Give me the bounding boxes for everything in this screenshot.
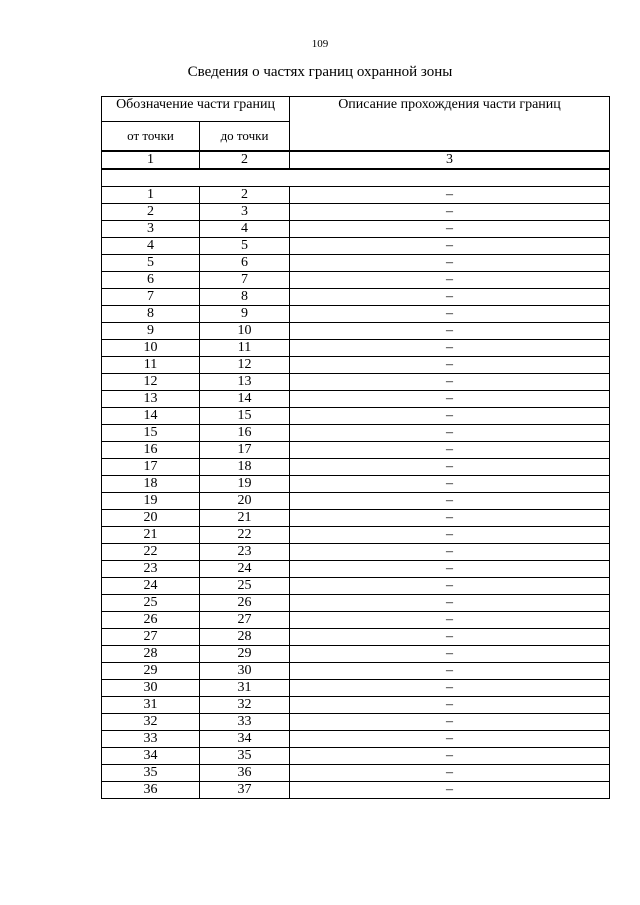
cell-description: – xyxy=(290,646,610,663)
cell-from-point: 2 xyxy=(102,204,200,221)
cell-to-point: 3 xyxy=(200,204,290,221)
table-row xyxy=(102,714,610,731)
cell-from-point: 32 xyxy=(102,714,200,731)
table-row xyxy=(102,646,610,663)
table-row xyxy=(102,204,610,221)
cell-description: – xyxy=(290,561,610,578)
table-row xyxy=(102,255,610,272)
cell-from-point: 8 xyxy=(102,306,200,323)
cell-to-point: 29 xyxy=(200,646,290,663)
table-row xyxy=(102,374,610,391)
cell-from-point: 1 xyxy=(102,187,200,204)
table-row xyxy=(102,238,610,255)
cell-to-point: 31 xyxy=(200,680,290,697)
cell-from-point: 12 xyxy=(102,374,200,391)
table-row xyxy=(102,612,610,629)
table-body xyxy=(102,151,610,799)
cell-from-point: 35 xyxy=(102,765,200,782)
cell-description: – xyxy=(290,748,610,765)
table-row xyxy=(102,663,610,680)
cell-to-point: 30 xyxy=(200,663,290,680)
cell-description: – xyxy=(290,731,610,748)
cell-from-point: 30 xyxy=(102,680,200,697)
cell-description: – xyxy=(290,765,610,782)
cell-to-point: 2 xyxy=(200,187,290,204)
blank-cell xyxy=(102,169,610,187)
cell-description: – xyxy=(290,391,610,408)
table-row xyxy=(102,272,610,289)
cell-description: – xyxy=(290,323,610,340)
cell-description: – xyxy=(290,459,610,476)
table-row xyxy=(102,289,610,306)
cell-from-point: 33 xyxy=(102,731,200,748)
cell-description: – xyxy=(290,221,610,238)
table-row xyxy=(102,748,610,765)
table-row xyxy=(102,357,610,374)
table-row xyxy=(102,493,610,510)
cell-to-point: 4 xyxy=(200,221,290,238)
cell-from-point: 28 xyxy=(102,646,200,663)
header-description: Описание прохождения части границ xyxy=(290,97,610,152)
cell-description: – xyxy=(290,782,610,799)
cell-description: – xyxy=(290,510,610,527)
cell-to-point: 11 xyxy=(200,340,290,357)
cell-to-point: 7 xyxy=(200,272,290,289)
cell-to-point: 22 xyxy=(200,527,290,544)
cell-description: – xyxy=(290,238,610,255)
cell-from-point: 15 xyxy=(102,425,200,442)
cell-to-point: 24 xyxy=(200,561,290,578)
column-number-3: 3 xyxy=(290,151,610,169)
cell-from-point: 6 xyxy=(102,272,200,289)
cell-description: – xyxy=(290,374,610,391)
cell-to-point: 26 xyxy=(200,595,290,612)
cell-from-point: 13 xyxy=(102,391,200,408)
cell-to-point: 23 xyxy=(200,544,290,561)
table-row xyxy=(102,765,610,782)
boundary-parts-table xyxy=(101,96,610,799)
cell-from-point: 10 xyxy=(102,340,200,357)
header-to-point: до точки xyxy=(200,122,290,152)
table-row xyxy=(102,221,610,238)
cell-description: – xyxy=(290,255,610,272)
table-row xyxy=(102,629,610,646)
cell-description: – xyxy=(290,629,610,646)
cell-description: – xyxy=(290,595,610,612)
cell-description: – xyxy=(290,425,610,442)
cell-description: – xyxy=(290,289,610,306)
cell-to-point: 10 xyxy=(200,323,290,340)
cell-to-point: 14 xyxy=(200,391,290,408)
table-row xyxy=(102,595,610,612)
cell-description: – xyxy=(290,306,610,323)
header-boundary-part: Обозначение части границ xyxy=(102,97,290,122)
cell-from-point: 3 xyxy=(102,221,200,238)
cell-description: – xyxy=(290,204,610,221)
cell-from-point: 34 xyxy=(102,748,200,765)
cell-from-point: 21 xyxy=(102,527,200,544)
cell-to-point: 9 xyxy=(200,306,290,323)
cell-from-point: 17 xyxy=(102,459,200,476)
cell-to-point: 33 xyxy=(200,714,290,731)
cell-from-point: 5 xyxy=(102,255,200,272)
cell-from-point: 24 xyxy=(102,578,200,595)
cell-from-point: 26 xyxy=(102,612,200,629)
cell-from-point: 22 xyxy=(102,544,200,561)
table-row xyxy=(102,731,610,748)
table-row xyxy=(102,187,610,204)
document-title: Сведения о частях границ охранной зоны xyxy=(187,64,453,80)
cell-to-point: 12 xyxy=(200,357,290,374)
cell-description: – xyxy=(290,663,610,680)
table-row xyxy=(102,340,610,357)
blank-row xyxy=(102,169,610,187)
table-row xyxy=(102,323,610,340)
cell-from-point: 9 xyxy=(102,323,200,340)
table-row xyxy=(102,578,610,595)
cell-to-point: 13 xyxy=(200,374,290,391)
cell-description: – xyxy=(290,493,610,510)
cell-from-point: 20 xyxy=(102,510,200,527)
cell-to-point: 37 xyxy=(200,782,290,799)
table-row xyxy=(102,561,610,578)
cell-from-point: 19 xyxy=(102,493,200,510)
table-row xyxy=(102,782,610,799)
cell-description: – xyxy=(290,357,610,374)
cell-from-point: 7 xyxy=(102,289,200,306)
cell-to-point: 27 xyxy=(200,612,290,629)
cell-to-point: 19 xyxy=(200,476,290,493)
table-row xyxy=(102,306,610,323)
cell-from-point: 29 xyxy=(102,663,200,680)
table-row xyxy=(102,442,610,459)
cell-to-point: 32 xyxy=(200,697,290,714)
cell-description: – xyxy=(290,527,610,544)
cell-description: – xyxy=(290,476,610,493)
table-row xyxy=(102,408,610,425)
cell-from-point: 31 xyxy=(102,697,200,714)
cell-description: – xyxy=(290,408,610,425)
column-number-row xyxy=(102,151,610,169)
cell-from-point: 14 xyxy=(102,408,200,425)
cell-to-point: 28 xyxy=(200,629,290,646)
cell-from-point: 27 xyxy=(102,629,200,646)
table-row xyxy=(102,391,610,408)
cell-to-point: 8 xyxy=(200,289,290,306)
cell-to-point: 16 xyxy=(200,425,290,442)
cell-from-point: 18 xyxy=(102,476,200,493)
cell-to-point: 21 xyxy=(200,510,290,527)
cell-description: – xyxy=(290,714,610,731)
cell-from-point: 23 xyxy=(102,561,200,578)
cell-description: – xyxy=(290,612,610,629)
cell-description: – xyxy=(290,272,610,289)
cell-description: – xyxy=(290,578,610,595)
cell-description: – xyxy=(290,442,610,459)
cell-to-point: 34 xyxy=(200,731,290,748)
cell-to-point: 6 xyxy=(200,255,290,272)
header-from-point: от точки xyxy=(102,122,200,152)
cell-from-point: 36 xyxy=(102,782,200,799)
table-row xyxy=(102,425,610,442)
column-number-1: 1 xyxy=(102,151,200,169)
table-row xyxy=(102,510,610,527)
cell-to-point: 36 xyxy=(200,765,290,782)
cell-description: – xyxy=(290,680,610,697)
cell-description: – xyxy=(290,187,610,204)
cell-from-point: 4 xyxy=(102,238,200,255)
cell-to-point: 5 xyxy=(200,238,290,255)
cell-from-point: 25 xyxy=(102,595,200,612)
table-row xyxy=(102,527,610,544)
cell-to-point: 35 xyxy=(200,748,290,765)
table-row xyxy=(102,476,610,493)
cell-to-point: 20 xyxy=(200,493,290,510)
cell-description: – xyxy=(290,340,610,357)
column-number-2: 2 xyxy=(200,151,290,169)
table-row xyxy=(102,459,610,476)
cell-from-point: 11 xyxy=(102,357,200,374)
cell-to-point: 18 xyxy=(200,459,290,476)
table-row xyxy=(102,697,610,714)
cell-description: – xyxy=(290,697,610,714)
cell-to-point: 15 xyxy=(200,408,290,425)
cell-to-point: 25 xyxy=(200,578,290,595)
cell-description: – xyxy=(290,544,610,561)
cell-from-point: 16 xyxy=(102,442,200,459)
page-number: 109 xyxy=(311,38,329,50)
table-row xyxy=(102,680,610,697)
table-row xyxy=(102,544,610,561)
cell-to-point: 17 xyxy=(200,442,290,459)
